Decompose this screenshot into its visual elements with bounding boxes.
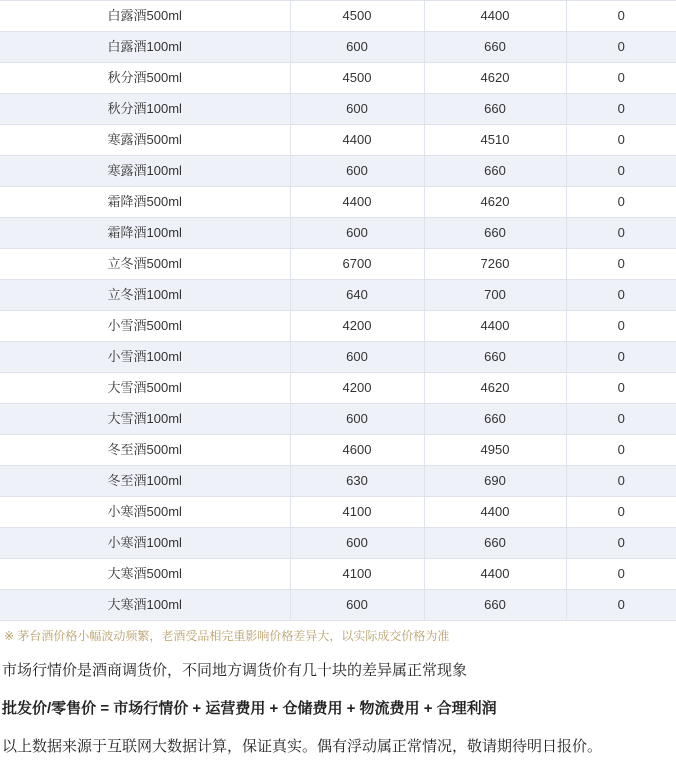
cell-value-1: 4500 [290, 63, 424, 94]
cell-value-1: 600 [290, 94, 424, 125]
table-row [0, 311, 676, 342]
cell-value-2: 4400 [424, 497, 566, 528]
cell-value-1: 600 [290, 404, 424, 435]
cell-value-1: 4600 [290, 435, 424, 466]
cell-value-3: 0 [566, 311, 676, 342]
table-row [0, 280, 676, 311]
cell-value-1: 600 [290, 156, 424, 187]
table-row [0, 1, 676, 32]
cell-product-name: 白露酒500ml [0, 1, 290, 32]
cell-product-name: 冬至酒500ml [0, 435, 290, 466]
table-row [0, 497, 676, 528]
cell-value-2: 660 [424, 590, 566, 621]
cell-product-name: 大寒酒100ml [0, 590, 290, 621]
cell-value-1: 4500 [290, 1, 424, 32]
cell-value-2: 4510 [424, 125, 566, 156]
cell-value-1: 600 [290, 218, 424, 249]
cell-value-2: 4400 [424, 1, 566, 32]
cell-value-3: 0 [566, 404, 676, 435]
table-row [0, 187, 676, 218]
cell-product-name: 白露酒100ml [0, 32, 290, 63]
cell-value-2: 4950 [424, 435, 566, 466]
cell-product-name: 小雪酒100ml [0, 342, 290, 373]
price-disclaimer-note: ※ 茅台酒价格小幅波动频繁，老酒受品相完重影响价格差异大，以实际成交价格为准 [4, 629, 450, 643]
table-row [0, 125, 676, 156]
cell-product-name: 冬至酒100ml [0, 466, 290, 497]
cell-value-3: 0 [566, 373, 676, 404]
cell-value-1: 600 [290, 590, 424, 621]
cell-product-name: 立冬酒100ml [0, 280, 290, 311]
table-row [0, 63, 676, 94]
cell-product-name: 小寒酒100ml [0, 528, 290, 559]
cell-value-2: 4400 [424, 559, 566, 590]
cell-value-1: 4100 [290, 559, 424, 590]
cell-value-2: 660 [424, 32, 566, 63]
footer-line-formula: 批发价/零售价 = 市场行情价 + 运营费用 + 仓储费用 + 物流费用 + 合理利润 [2, 700, 497, 717]
cell-value-3: 0 [566, 187, 676, 218]
footer-line-market: 市场行情价是酒商调货价，不同地方调货价有几十块的差异属正常现象 [2, 662, 468, 679]
table-row [0, 156, 676, 187]
table-row [0, 435, 676, 466]
cell-value-1: 600 [290, 528, 424, 559]
cell-product-name: 大雪酒100ml [0, 404, 290, 435]
cell-value-3: 0 [566, 125, 676, 156]
cell-value-3: 0 [566, 32, 676, 63]
cell-value-2: 660 [424, 156, 566, 187]
cell-product-name: 大雪酒500ml [0, 373, 290, 404]
cell-value-2: 660 [424, 404, 566, 435]
cell-product-name: 小寒酒500ml [0, 497, 290, 528]
price-table-body [0, 1, 676, 621]
table-row [0, 559, 676, 590]
cell-value-3: 0 [566, 342, 676, 373]
cell-value-1: 630 [290, 466, 424, 497]
cell-value-2: 660 [424, 528, 566, 559]
cell-product-name: 秋分酒500ml [0, 63, 290, 94]
cell-value-2: 660 [424, 94, 566, 125]
cell-value-2: 4620 [424, 373, 566, 404]
cell-value-3: 0 [566, 156, 676, 187]
cell-value-1: 600 [290, 32, 424, 63]
cell-value-1: 4200 [290, 373, 424, 404]
table-row [0, 218, 676, 249]
cell-value-2: 700 [424, 280, 566, 311]
table-row [0, 94, 676, 125]
cell-product-name: 寒露酒500ml [0, 125, 290, 156]
table-row [0, 404, 676, 435]
cell-value-2: 7260 [424, 249, 566, 280]
table-row [0, 373, 676, 404]
cell-value-2: 690 [424, 466, 566, 497]
cell-product-name: 霜降酒500ml [0, 187, 290, 218]
cell-value-2: 4400 [424, 311, 566, 342]
cell-value-3: 0 [566, 218, 676, 249]
cell-value-1: 6700 [290, 249, 424, 280]
cell-value-1: 4400 [290, 187, 424, 218]
cell-value-2: 660 [424, 218, 566, 249]
footer-line-source: 以上数据来源于互联网大数据计算，保证真实。偶有浮动属正常情况，敬请期待明日报价。 [2, 738, 603, 755]
cell-value-3: 0 [566, 1, 676, 32]
cell-value-1: 600 [290, 342, 424, 373]
cell-value-3: 0 [566, 94, 676, 125]
cell-value-1: 640 [290, 280, 424, 311]
cell-value-2: 660 [424, 342, 566, 373]
cell-value-2: 4620 [424, 187, 566, 218]
table-row [0, 466, 676, 497]
footer-notes [0, 648, 676, 760]
cell-value-3: 0 [566, 559, 676, 590]
cell-value-3: 0 [566, 435, 676, 466]
cell-value-3: 0 [566, 466, 676, 497]
cell-value-3: 0 [566, 63, 676, 94]
table-row [0, 32, 676, 63]
cell-value-3: 0 [566, 590, 676, 621]
cell-product-name: 立冬酒500ml [0, 249, 290, 280]
cell-value-1: 4100 [290, 497, 424, 528]
cell-value-2: 4620 [424, 63, 566, 94]
cell-product-name: 大寒酒500ml [0, 559, 290, 590]
cell-value-1: 4200 [290, 311, 424, 342]
table-row [0, 249, 676, 280]
table-row [0, 342, 676, 373]
cell-product-name: 秋分酒100ml [0, 94, 290, 125]
cell-product-name: 寒露酒100ml [0, 156, 290, 187]
cell-value-1: 4400 [290, 125, 424, 156]
cell-value-3: 0 [566, 249, 676, 280]
table-row [0, 590, 676, 621]
cell-product-name: 霜降酒100ml [0, 218, 290, 249]
cell-value-3: 0 [566, 497, 676, 528]
cell-product-name: 小雪酒500ml [0, 311, 290, 342]
cell-value-3: 0 [566, 528, 676, 559]
table-row [0, 528, 676, 559]
cell-value-3: 0 [566, 280, 676, 311]
